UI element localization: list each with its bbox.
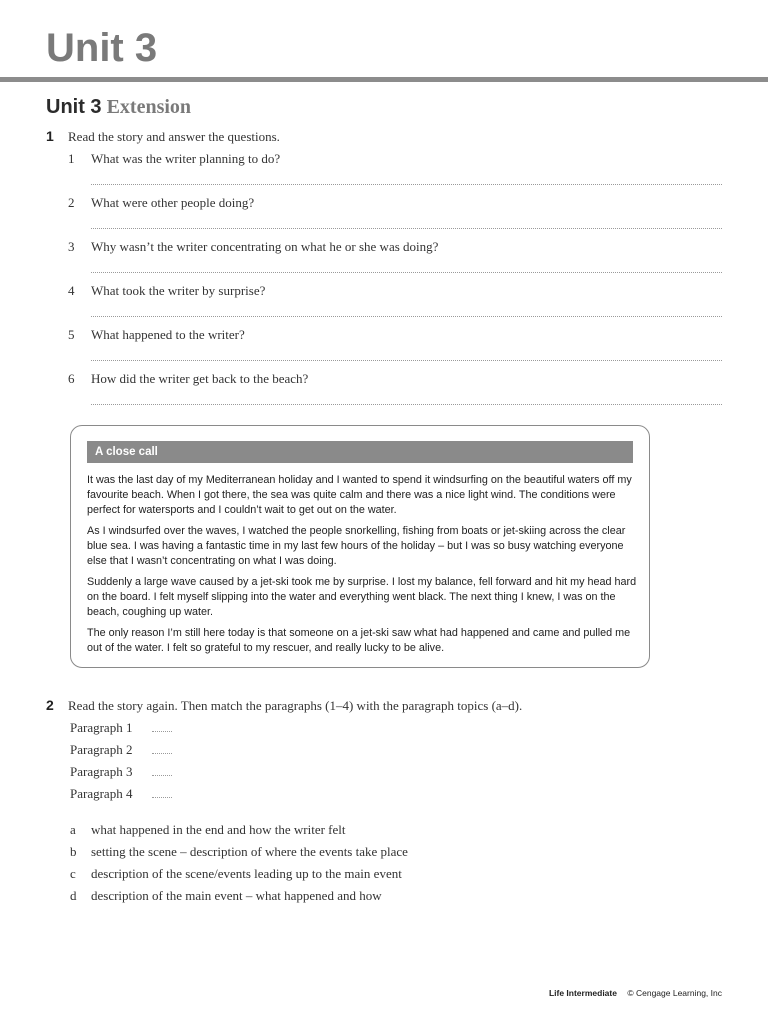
question-text: What were other people doing?: [91, 195, 255, 210]
paragraph-match-item: [70, 786, 132, 808]
answer-line[interactable]: [91, 404, 722, 405]
section-unit-label: Unit 3: [46, 96, 102, 118]
answer-blank[interactable]: [152, 797, 172, 798]
paragraph-match-list: [70, 720, 132, 808]
question-list: [68, 150, 722, 414]
question-item: [68, 370, 722, 414]
topic-letter: a: [70, 822, 76, 837]
topic-letter: d: [70, 888, 77, 903]
topic-letter: b: [70, 844, 77, 859]
answer-line[interactable]: [91, 228, 722, 229]
question-item: [68, 326, 722, 370]
section-extension-label: Extension: [106, 96, 192, 118]
question-text: Why wasn’t the writer concentrating on what he or she was doing?: [91, 239, 439, 254]
answer-blank[interactable]: [152, 775, 172, 776]
story-paragraph-3: Suddenly a large wave caused by a jet-ski took me by surprise. I lost my balance, fell forward and hit my head hard on the board. I felt myself slipping into the water and everything went black. The next thing I knew, I was on the beach, coughing up water.: [87, 576, 637, 618]
question-number: 2: [68, 195, 75, 210]
story-paragraph-4: The only reason I’m still here today is that someone on a jet-ski saw what had happened and came and pulled me out of the water. I felt so grateful to my rescuer, and really lucky to be alive.: [87, 627, 631, 654]
question-text: What happened to the writer?: [91, 327, 245, 342]
story-body: [87, 473, 639, 662]
question-item: [68, 194, 722, 238]
question-number: 6: [68, 371, 75, 386]
story-box: [70, 425, 650, 668]
question-number: 1: [68, 151, 75, 166]
story-paragraph-1: It was the last day of my Mediterranean holiday and I wanted to spend it windsurfing on the beautiful waters off my favourite beach. When I got there, the sea was quite calm and there was a nice light wind. The conditions were perfect for watersports and I couldn’t wait to get out on the water.: [87, 474, 632, 516]
topic-text: description of the main event – what happened and how: [91, 888, 382, 903]
question-item: [68, 238, 722, 282]
exercise-2-instruction: Read the story again. Then match the paragraphs (1–4) with the paragraph topics (a–d).: [68, 698, 523, 713]
exercise-1-number: 1: [46, 128, 54, 144]
question-number: 3: [68, 239, 75, 254]
unit-header: Unit 3: [46, 26, 158, 70]
exercise-2-number: 2: [46, 697, 54, 713]
question-item: [68, 150, 722, 194]
answer-line[interactable]: [91, 272, 722, 273]
question-item: [68, 282, 722, 326]
section-title: [46, 94, 191, 120]
question-text: How did the writer get back to the beach?: [91, 371, 309, 386]
paragraph-label: Paragraph 4: [70, 786, 133, 801]
question-text: What was the writer planning to do?: [91, 151, 281, 166]
answer-blank[interactable]: [152, 753, 172, 754]
answer-line[interactable]: [91, 360, 722, 361]
exercise-1-instruction: Read the story and answer the questions.: [68, 129, 280, 144]
footer-product: Life Intermediate: [548, 988, 617, 998]
topic-letter: c: [70, 866, 76, 881]
footer: [549, 988, 722, 998]
question-number: 4: [68, 283, 75, 298]
topic-text: description of the scene/events leading up to the main event: [91, 866, 402, 881]
paragraph-label: Paragraph 1: [70, 720, 133, 735]
footer-copyright: © Cengage Learning, Inc: [627, 988, 722, 998]
paragraph-match-item: [70, 720, 132, 742]
topic-text: setting the scene – description of where the events take place: [91, 844, 408, 859]
question-text: What took the writer by surprise?: [91, 283, 266, 298]
answer-line[interactable]: [91, 316, 722, 317]
question-number: 5: [68, 327, 75, 342]
paragraph-label: Paragraph 2: [70, 742, 133, 757]
answer-blank[interactable]: [152, 731, 172, 732]
paragraph-label: Paragraph 3: [70, 764, 133, 779]
topic-text: what happened in the end and how the writer felt: [91, 822, 346, 837]
story-paragraph-2: As I windsurfed over the waves, I watched the people snorkelling, fishing from boats or jet-skiing across the clear blue sea. I was having a fantastic time in my last few hours of the holiday – but I was so busy watching everyone else that I wasn’t concentrating on what I was doing.: [87, 525, 626, 567]
answer-line[interactable]: [91, 184, 722, 185]
header-rule: [0, 77, 768, 82]
paragraph-match-item: [70, 742, 132, 764]
paragraph-match-item: [70, 764, 132, 786]
story-title: A close call: [87, 441, 633, 463]
